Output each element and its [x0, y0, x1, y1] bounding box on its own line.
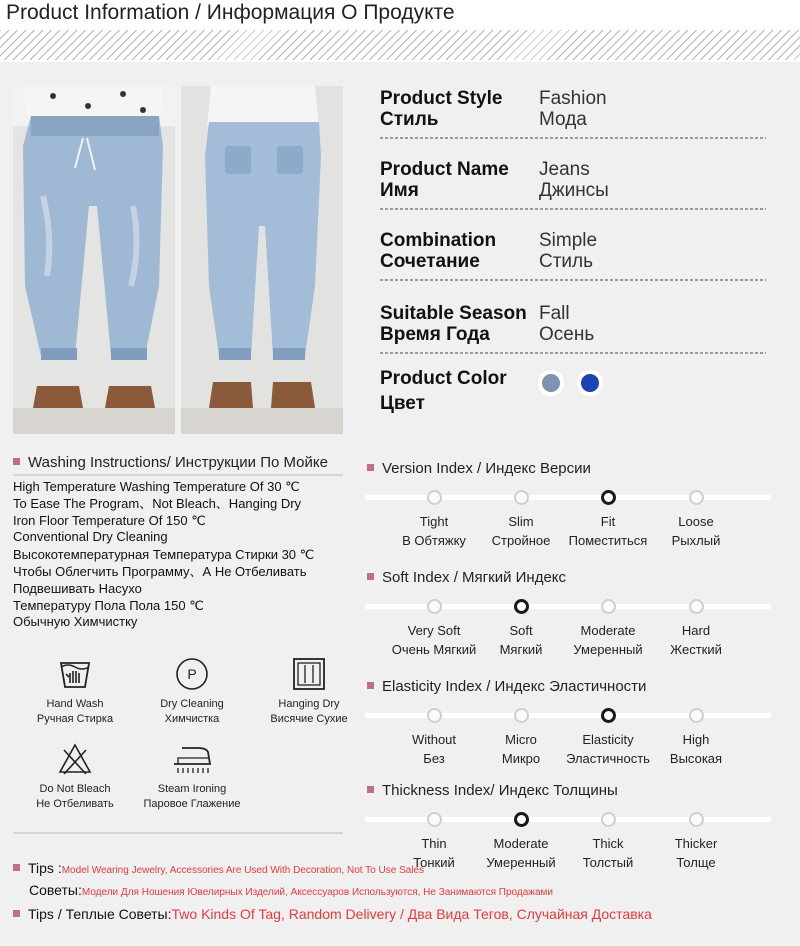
- scale-label: [384, 730, 484, 768]
- care-dry-cleaning: [137, 657, 247, 727]
- scale-label-ru: Мягкий: [499, 642, 543, 657]
- scale-label-ru: Жесткий: [670, 642, 722, 657]
- attr-value-ru: Мода: [539, 109, 587, 130]
- scale-label-ru: Очень Мягкий: [391, 642, 477, 657]
- attr-product-name: [380, 159, 770, 221]
- care-label-ru: Химчистка: [164, 713, 220, 725]
- scale-label-ru: Умеренный: [486, 855, 556, 870]
- scale-point[interactable]: [601, 812, 616, 827]
- attr-label: Product Style: [380, 88, 503, 109]
- washing-line: Подвешивать Насухо: [13, 581, 142, 596]
- scale-point[interactable]: [689, 708, 704, 723]
- scale-point[interactable]: [514, 490, 529, 505]
- care-label: Steam Ironing: [157, 783, 227, 795]
- scale-point[interactable]: [427, 490, 442, 505]
- attr-value: Simple: [539, 230, 598, 251]
- hand-wash-icon: [58, 657, 92, 691]
- scale-label: [471, 730, 571, 768]
- scale-point[interactable]: [427, 812, 442, 827]
- care-label: Hanging Dry: [278, 698, 340, 710]
- header-stripes: [0, 30, 800, 60]
- scale-point-selected[interactable]: [514, 599, 529, 614]
- care-steam-ironing: [137, 742, 247, 812]
- washing-line: Высокотемпературная Температура Стирки 30 ℃: [13, 547, 315, 562]
- washing-line: Температуру Пола Пола 150 ℃: [13, 598, 204, 613]
- scale-track: [365, 713, 771, 718]
- scale-track: [365, 817, 771, 822]
- index-title: Elasticity Index / Индекс Эластичности: [367, 678, 646, 695]
- scale-point[interactable]: [427, 708, 442, 723]
- tips-ru-line: Советы:Модели Для Ношения Ювелирных Изделий, Аксессуаров Используются, Не Занимаются Продажами: [29, 882, 553, 898]
- scale-label-en: Very Soft: [407, 623, 461, 638]
- scale-label: [646, 621, 746, 659]
- index-title: Thickness Index/ Индекс Толщины: [367, 782, 618, 799]
- scale-label-en: Without: [411, 732, 457, 747]
- scale-point[interactable]: [689, 812, 704, 827]
- attr-product-color: [380, 368, 770, 430]
- scale-label: [471, 621, 571, 659]
- scale-label: [646, 730, 746, 768]
- scale-label-ru: Без: [423, 751, 445, 766]
- scale-label: [471, 834, 571, 872]
- attr-label-ru: Цвет: [380, 393, 425, 414]
- scale-point-selected[interactable]: [601, 708, 616, 723]
- bullet-icon: [13, 910, 20, 917]
- washing-line: Обычную Химчистку: [13, 614, 138, 629]
- color-swatch-dark-blue[interactable]: [577, 370, 603, 396]
- scale-label-en: Thin: [421, 836, 447, 851]
- divider: [380, 208, 766, 210]
- scale-label-en: Micro: [505, 732, 537, 747]
- scale-label-en: Elasticity: [582, 732, 634, 747]
- scale-label-en: Soft: [509, 623, 533, 638]
- attr-label: Suitable Season: [380, 303, 527, 324]
- scale-label-en: Tight: [419, 514, 449, 529]
- product-photo-front: [13, 86, 175, 434]
- scale-label-ru: Тонкий: [413, 855, 455, 870]
- scale-track: [365, 604, 771, 609]
- scale-label-ru: Стройное: [491, 533, 551, 548]
- bullet-icon: [367, 786, 374, 793]
- care-label-ru: Ручная Стирка: [36, 713, 114, 725]
- bullet-icon: [367, 464, 374, 471]
- no-bleach-icon: [58, 742, 92, 776]
- attr-product-style: [380, 88, 770, 150]
- index-title: Version Index / Индекс Версии: [367, 460, 591, 477]
- steam-iron-icon: [170, 742, 214, 776]
- washing-line: High Temperature Washing Temperature Of 30 ℃: [13, 479, 300, 494]
- scale-label-en: Loose: [678, 514, 714, 529]
- scale-label-en: Moderate: [493, 836, 549, 851]
- care-hand-wash: [20, 657, 130, 727]
- color-swatch-light-blue[interactable]: [538, 370, 564, 396]
- tips-line: Tips :Model Wearing Jewelry, Accessories Are Used With Decoration, Not To Use Sales: [13, 860, 424, 876]
- attr-value: Fall: [539, 303, 570, 324]
- scale-label-ru: Поместиться: [568, 533, 648, 548]
- scale-label-ru: Высокая: [669, 751, 723, 766]
- care-hanging-dry: [254, 657, 364, 727]
- product-photo-back: [181, 86, 343, 434]
- scale-label: [558, 834, 658, 872]
- washing-line: Conventional Dry Cleaning: [13, 529, 168, 544]
- scale-label-en: Moderate: [580, 623, 636, 638]
- attr-suitable-season: [380, 303, 770, 365]
- scale-label-en: Hard: [681, 623, 711, 638]
- bullet-icon: [367, 682, 374, 689]
- care-label: Do Not Bleach: [39, 783, 111, 795]
- attr-label: Combination: [380, 230, 497, 251]
- svg-text:P: P: [187, 666, 197, 682]
- attr-value-ru: Осень: [539, 324, 595, 345]
- care-no-bleach: [20, 742, 130, 812]
- care-label-ru: Висячие Сухие: [270, 713, 348, 725]
- scale-label: [558, 512, 658, 550]
- scale-label: [384, 621, 484, 659]
- scale-label-en: Slim: [508, 514, 534, 529]
- care-label: Hand Wash: [46, 698, 104, 710]
- scale-label-en: High: [682, 732, 710, 747]
- divider: [13, 832, 343, 834]
- attr-label: Product Name: [380, 159, 509, 180]
- scale-label-ru: В Обтяжку: [402, 533, 466, 548]
- scale-label-en: Thick: [592, 836, 624, 851]
- scale-label-ru: Толще: [676, 855, 716, 870]
- scale-label: [558, 730, 658, 768]
- attr-label-ru: Сочетание: [380, 251, 480, 272]
- scale-label-ru: Микро: [501, 751, 541, 766]
- attr-value-ru: Джинсы: [539, 180, 609, 201]
- washing-line: To Ease The Program、Not Bleach、Hanging Dry: [13, 496, 302, 511]
- tips-tag-line: Tips / Теплые Советы:Two Kinds Of Tag, Random Delivery / Два Вида Тегов, Случайная Доставка: [13, 906, 652, 922]
- attr-label-ru: Время Года: [380, 324, 490, 345]
- attr-label-ru: Имя: [380, 180, 419, 201]
- index-title: Soft Index / Мягкий Индекс: [367, 569, 566, 586]
- page-header: [0, 0, 800, 60]
- page-title: Product Information / Информация О Продукте: [6, 1, 455, 24]
- scale-point[interactable]: [601, 599, 616, 614]
- divider: [13, 474, 343, 476]
- care-label-ru: Паровое Глажение: [143, 798, 241, 810]
- attr-label-ru: Стиль: [380, 109, 439, 130]
- care-label: Dry Cleaning: [160, 698, 224, 710]
- scale-label-ru: Рыхлый: [671, 533, 721, 548]
- bullet-icon: [367, 573, 374, 580]
- scale-label-en: Thicker: [674, 836, 718, 851]
- scale-point-selected[interactable]: [514, 812, 529, 827]
- washing-title: Washing Instructions/ Инструкции По Мойке: [13, 454, 328, 471]
- scale-point[interactable]: [689, 490, 704, 505]
- scale-point-selected[interactable]: [601, 490, 616, 505]
- care-label-ru: Не Отбеливать: [36, 798, 114, 810]
- hanging-dry-icon: [292, 657, 326, 691]
- scale-label-ru: Умеренный: [573, 642, 643, 657]
- scale-label: [384, 512, 484, 550]
- attr-combination: [380, 230, 770, 292]
- divider: [380, 352, 766, 354]
- scale-label: [471, 512, 571, 550]
- dry-cleaning-icon: [175, 657, 209, 691]
- attr-value-ru: Стиль: [539, 251, 594, 272]
- attr-value: Fashion: [539, 88, 607, 109]
- washing-line: Чтобы Облегчить Программу、А Не Отбеливать: [13, 564, 307, 579]
- scale-label: [646, 512, 746, 550]
- scale-label: [558, 621, 658, 659]
- bullet-icon: [13, 864, 20, 871]
- scale-point[interactable]: [689, 599, 704, 614]
- scale-label-ru: Толстый: [582, 855, 634, 870]
- scale-label: [646, 834, 746, 872]
- attr-value: Jeans: [539, 159, 590, 180]
- bullet-icon: [13, 458, 20, 465]
- scale-label-en: Fit: [600, 514, 616, 529]
- scale-label-ru: Эластичность: [566, 751, 650, 766]
- divider: [380, 137, 766, 139]
- scale-point[interactable]: [427, 599, 442, 614]
- scale-track: [365, 495, 771, 500]
- attr-label: Product Color: [380, 368, 507, 389]
- divider: [380, 279, 766, 281]
- scale-point[interactable]: [514, 708, 529, 723]
- washing-line: Iron Floor Temperature Of 150 ℃: [13, 513, 206, 528]
